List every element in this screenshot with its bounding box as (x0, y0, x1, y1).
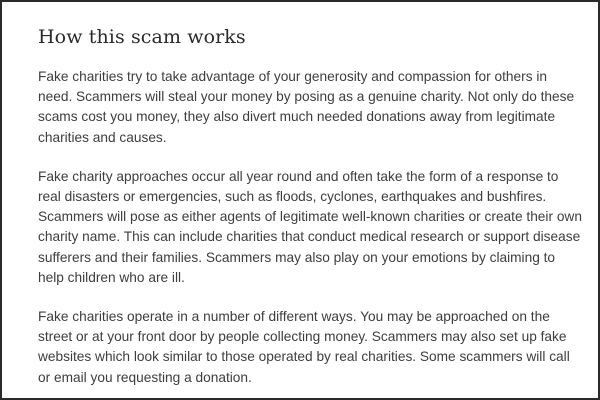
paragraph-methods: Fake charities operate in a number of different ways. You may be approached on the street or at your front door by people collecting money. Scammers may also set up fake websites which look similar to those operated by real charities. Some scammers will call or email you requesting a donation. (38, 309, 570, 385)
paragraph-intro: Fake charities try to take advantage of your generosity and compassion for others in need. Scammers will steal your money by posing as a genuine charity. Not only do these scams cost you money, they also divert much needed donations away from legitimate charities and causes. (38, 69, 575, 145)
paragraph-approaches: Fake charity approaches occur all year round and often take the form of a response to real disasters or emergencies, such as floods, cyclones, earthquakes and bushfires. Scammers will pose as either agents of legitimate well-known charities or create their own charity name. This can include charities that conduct medical research or support disease sufferers and their families. Scammers may also play on your emotions by claiming to help children who are ill. (38, 168, 582, 285)
section-heading: How this scam works (38, 26, 246, 48)
article-section (38, 16, 584, 388)
